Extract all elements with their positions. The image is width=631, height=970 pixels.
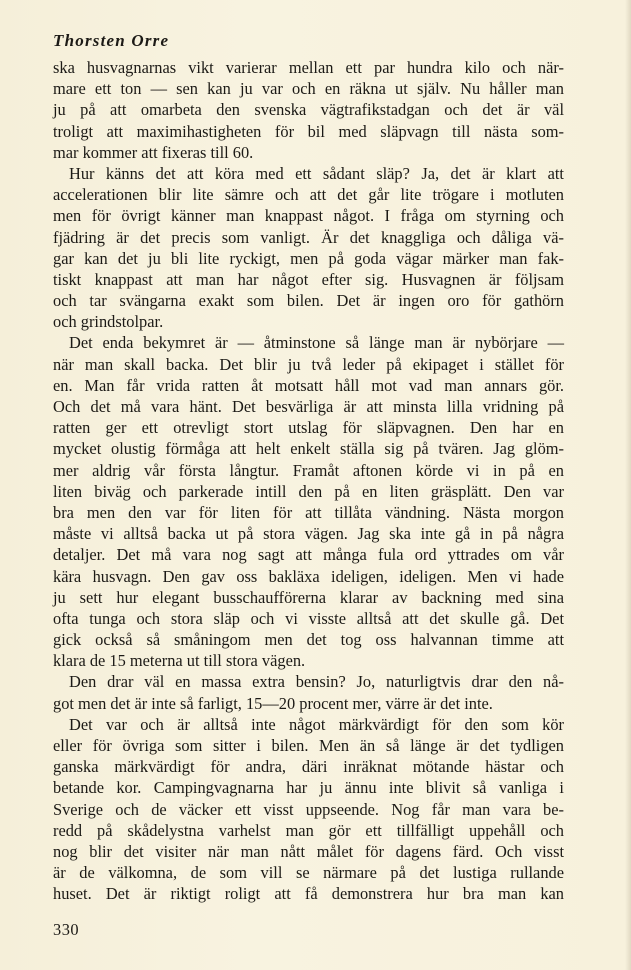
text-line: Det var och är alltså inte något märkvärdigt för den som kör bbox=[69, 714, 564, 734]
text-line: men för övrigt känner man knappast något. I fråga om styrning och bbox=[53, 206, 564, 226]
text-line: redd på skådelystna varhelst man gör ett tillfälligt uppehåll och bbox=[53, 820, 564, 840]
text-line: Det enda bekymret är — åtminstone så länge man är nybörjare — bbox=[69, 333, 564, 353]
page-number: 330 bbox=[53, 920, 80, 939]
text-line: ju sett hur elegant busschaufförerna klarar av backning med sina bbox=[53, 587, 564, 607]
text-line: ratten ger ett otrevligt stort utslag för släpvagnen. Den har en bbox=[53, 418, 564, 438]
text-line: tiskt knappast att man har något efter sig. Husvagnen är följsam bbox=[53, 269, 564, 289]
running-head-author: Thorsten Orre bbox=[53, 31, 170, 50]
text-line: betande kor. Campingvagnarna har ju ännu inte blivit så vanliga i bbox=[53, 778, 564, 798]
text-line: troligt att maximihastigheten för bil med släpvagn till nästa som- bbox=[53, 121, 564, 141]
text-line: mare ett ton — sen kan ju var och en räkna ut själv. Nu håller man bbox=[53, 79, 564, 99]
text-line: detaljer. Det må vara nog sagt att många fula ord yttrades om vår bbox=[53, 545, 564, 565]
text-line: Sverige och de väcker ett visst uppseende. Nog får man vara be- bbox=[53, 799, 564, 819]
text-line: måste vi alltså backa ut på stora vägen. Jag ska inte gå in på några bbox=[53, 524, 564, 544]
text-line: huset. Det är riktigt roligt att få demonstrera hur bra man kan bbox=[53, 884, 564, 904]
text-line: nog blir det visiter när man nått målet för dagens färd. Och visst bbox=[53, 841, 564, 861]
text-line: kära husvagn. Den gav oss bakläxa ideligen, ideligen. Men vi hade bbox=[53, 566, 564, 586]
text-line: ofta tunga och stora släp och vi visste alltså att det skulle gå. Det bbox=[53, 608, 564, 628]
text-line: ju på att omarbeta den svenska vägtrafikstadgan och det är väl bbox=[53, 100, 564, 120]
text-line: ska husvagnarnas vikt varierar mellan ett par hundra kilo och när- bbox=[53, 58, 564, 77]
text-line: liten biväg och parkerade intill den på en liten gräsplätt. Den var bbox=[53, 481, 564, 501]
text-line: en. Man får vrida ratten åt motsatt håll mot vad man annars gör. bbox=[53, 375, 564, 395]
text-line: och grindstolpar. bbox=[53, 312, 164, 332]
text-line: Och det må vara hänt. Det besvärliga är att minsta lilla vridning på bbox=[53, 397, 564, 416]
text-line: Hur känns det att köra med ett sådant släp? Ja, det är klart att bbox=[69, 163, 564, 183]
text-line: är de välkomna, de som vill se närmare på det lustiga rullande bbox=[53, 863, 564, 883]
text-line: klara de 15 meterna ut till stora vägen. bbox=[53, 651, 306, 671]
text-line: got men det är inte så farligt, 15—20 procent mer, värre är det inte. bbox=[53, 693, 493, 713]
text-line: och tar svängarna exakt som bilen. Det är ingen oro för gathörn bbox=[53, 291, 564, 311]
page-edge-shadow bbox=[625, 0, 631, 970]
body-text bbox=[53, 57, 564, 905]
text-line: Den drar väl en massa extra bensin? Jo, naturligtvis drar den nå- bbox=[69, 672, 564, 692]
text-line: gick också så småningom men det tog oss halvannan timme att bbox=[53, 630, 564, 650]
text-line: när man skall backa. Det blir ju två leder på ekipaget i stället för bbox=[53, 354, 564, 374]
text-line: mar kommer att fixeras till 60. bbox=[53, 142, 254, 162]
text-line: mer aldrig vår första långtur. Framåt aftonen körde vi in på en bbox=[53, 460, 564, 480]
text-line: fjädring är det precis som vanligt. Är det knaggliga och dåliga vä- bbox=[53, 227, 564, 247]
text-line: gar kan det ju bli lite ryckigt, men på goda vägar märker man fak- bbox=[53, 248, 564, 268]
text-line: accelerationen blir lite sämre och att det går lite trögare i motluten bbox=[53, 185, 564, 205]
text-line: bra men den var för liten för att tillåta vändning. Nästa morgon bbox=[53, 502, 564, 522]
text-line: mycket olustig förmåga att helt enkelt ställa sig på tvären. Jag glöm- bbox=[53, 439, 564, 459]
text-line: ganska märkvärdigt för andra, däri inräknat mötande hästar och bbox=[53, 757, 564, 777]
text-line: eller för övriga som sitter i bilen. Men än så länge är det tydligen bbox=[53, 736, 564, 755]
